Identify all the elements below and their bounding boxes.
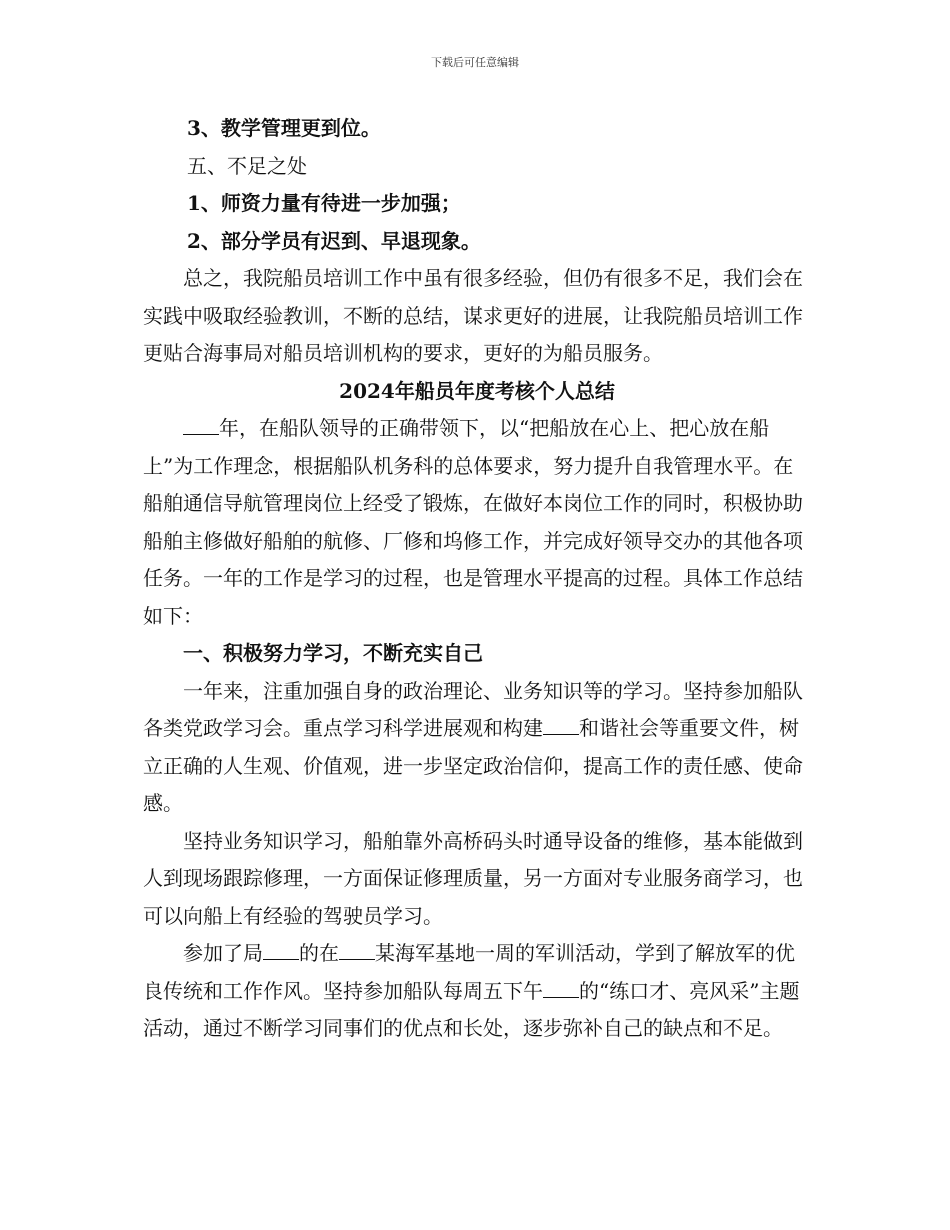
document-title: 2024年船员年度考核个人总结 xyxy=(339,378,615,403)
list-item: 2、部分学员有迟到、早退现象。 xyxy=(187,228,481,253)
paragraph-text: 某海军基地一周的军训活动，学到了解放军的优良传统和工作作风。坚持参加船队每周五下午 xyxy=(143,941,795,1003)
study-paragraph xyxy=(143,673,811,823)
paragraph-text: 的“练口才、亮风采”主题活动，通过不断学习同事们的优点和长处，逐步弥补自己的缺点和不足。 xyxy=(143,978,800,1040)
page-header: 下载后可任意编辑 xyxy=(431,56,519,69)
conclusion-paragraph: 总之，我院船员培训工作中虽有很多经验，但仍有很多不足，我们会在实践中吸取经验教训，不断的总结，谋求更好的进展，让我院船员培训工作更贴合海事局对船员培训机构的要求，更好的为船员服务。 xyxy=(143,266,803,365)
document-body xyxy=(143,110,811,1048)
blank-field xyxy=(183,416,219,435)
training-paragraph xyxy=(143,935,811,1048)
paragraph-text: 的在 xyxy=(299,941,339,965)
list-item: 1、师资力量有待进一步加强； xyxy=(187,191,461,215)
paragraph-text: 一年来，注重加强自身的政治理论、业务知识等的学习。坚持参加船队各类党政学习会。重点学习科学进展观和构建 xyxy=(143,678,803,740)
section-heading: 五、不足之处 xyxy=(187,153,307,178)
paragraph-text: 参加了局 xyxy=(183,941,263,965)
list-item: 3、教学管理更到位。 xyxy=(187,116,381,140)
blank-field xyxy=(263,941,299,960)
paragraph-text: 和谐社会等重要文件，树立正确的人生观、价值观，进一步坚定政治信仰，提高工作的责任感、使命感。 xyxy=(143,716,803,815)
intro-paragraph xyxy=(143,410,811,635)
business-paragraph: 坚持业务知识学习，船舶靠外高桥码头时通导设备的维修，基本能做到人到现场跟踪修理，一方面保证修理质量，另一方面对专业服务商学习，也可以向船上有经验的驾驶员学习。 xyxy=(143,828,803,928)
blank-field xyxy=(543,716,579,735)
blank-field xyxy=(543,979,579,998)
section-heading: 一、积极努力学习，不断充实自己 xyxy=(183,641,483,665)
blank-field xyxy=(339,941,375,960)
intro-text: 年，在船队领导的正确带领下，以“把船放在心上、把心放在船上”为工作理念，根据船队机务科的总体要求，努力提升自我管理水平。在船舶通信导航管理岗位上经受了锻炼，在做好本岗位工作的同时，积极协助船舶主修做好船舶的航修、厂修和坞修工作，并完成好领导交办的其他各项任务。一年的工作是学习的过程，也是管理水平提高的过程。具体工作总结如下： xyxy=(143,416,803,628)
